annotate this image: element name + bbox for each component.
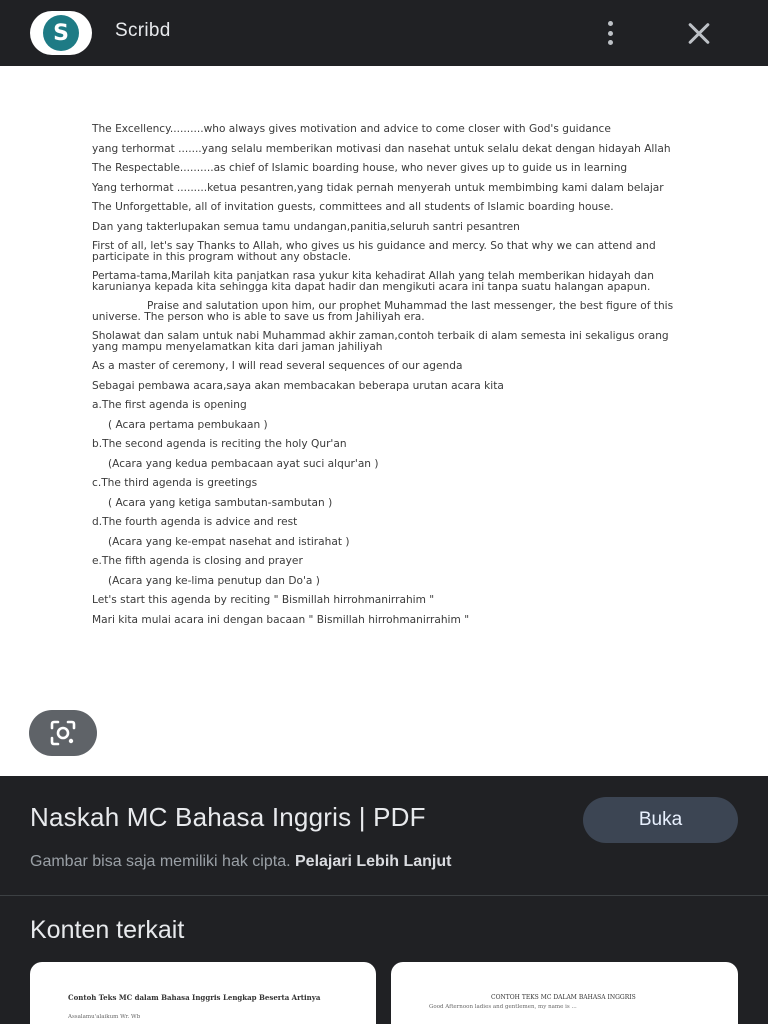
document-line: Mari kita mulai acara ini dengan bacaan " Bismillah hirrohmanirrahim ": [92, 613, 470, 626]
related-card-line: Assalamu'alaikum Wr. Wb: [68, 1014, 141, 1020]
related-card-1[interactable]: [30, 962, 376, 1024]
document-line: Pertama-tama,Marilah kita panjatkan rasa yukur kita kehadirat Allah yang telah memberikan hidayah dan karunianya kepada kita sehingga kita dapat hadir dan mengikuti acara ini tanpa suatu halangan apapun.: [92, 270, 654, 293]
related-card-title: CONTOH TEKS MC DALAM BAHASA INGGRIS: [491, 994, 636, 1001]
document-line: ( Acara pertama pembukaan ): [108, 418, 268, 431]
document-line: e.The fifth agenda is closing and prayer: [92, 555, 303, 567]
document-preview[interactable]: [0, 66, 768, 776]
document-line: First of all, let's say Thanks to Allah, who gives us his guidance and mercy. So that why we can attend and participate in this program without any obstacle.: [92, 240, 656, 263]
top-bar: [0, 0, 768, 66]
related-content-heading: Konten terkait: [30, 916, 185, 944]
related-card-line: Good Afternoon ladies and gentlemen, my name is ...: [429, 1004, 577, 1010]
document-line: The Excellency..........who always gives motivation and advice to come closer with God's guidance: [92, 123, 611, 135]
document-line: Let's start this agenda by reciting " Bismillah hirrohmanirrahim ": [92, 594, 435, 606]
scribd-logo[interactable]: [30, 11, 92, 55]
open-button[interactable]: Buka: [583, 797, 738, 843]
document-line: The Unforgettable, all of invitation guests, committees and all students of Islamic boarding house.: [92, 201, 614, 213]
more-vert-icon[interactable]: [596, 18, 624, 48]
document-line: (Acara yang ke-lima penutup dan Do'a ): [108, 574, 320, 587]
document-line: (Acara yang kedua pembacaan ayat suci alqur'an ): [108, 457, 379, 470]
related-card-title: Contoh Teks MC dalam Bahasa Inggris Lengkap Beserta Artinya: [68, 993, 321, 1002]
document-line: b.The second agenda is reciting the holy Qur'an: [92, 438, 347, 450]
learn-more-link[interactable]: Pelajari Lebih Lanjut: [295, 853, 452, 870]
document-line: (Acara yang ke-empat nasehat and istirahat ): [108, 535, 350, 548]
document-title: Naskah MC Bahasa Inggris | PDF: [30, 802, 426, 832]
divider: [0, 895, 768, 896]
close-icon[interactable]: [683, 18, 715, 50]
document-line: The Respectable..........as chief of Islamic boarding house, who never gives up to guide us in learning: [92, 162, 628, 174]
app-title: Scribd: [115, 20, 171, 41]
related-card-2[interactable]: [391, 962, 738, 1024]
document-line: Sebagai pembawa acara,saya akan membacakan beberapa urutan acara kita: [92, 379, 504, 392]
document-line: Dan yang takterlupakan semua tamu undangan,panitia,seluruh santri pesantren: [92, 220, 520, 233]
document-line: yang terhormat .......yang selalu memberikan motivasi dan nasehat untuk selalu dekat dengan hidayah Allah: [92, 142, 671, 155]
copyright-text: Gambar bisa saja memiliki hak cipta.: [30, 853, 291, 870]
document-line: Yang terhormat .........ketua pesantren,yang tidak pernah menyerah untuk membimbing kami dalam belajar: [92, 181, 664, 194]
document-line: d.The fourth agenda is advice and rest: [92, 516, 298, 528]
document-line: Sholawat dan salam untuk nabi Muhammad akhir zaman,contoh terbaik di alam semesta ini sekaligus orang yang mampu menyelamatkan kita dari jaman jahiliyah: [92, 330, 669, 353]
document-line: As a master of ceremony, I will read several sequences of our agenda: [92, 360, 463, 372]
document-line: a.The first agenda is opening: [92, 399, 247, 411]
google-lens-icon: [48, 718, 78, 748]
document-line: ( Acara yang ketiga sambutan-sambutan ): [108, 496, 333, 509]
document-line: c.The third agenda is greetings: [92, 477, 258, 489]
google-lens-button[interactable]: [29, 710, 97, 756]
scribd-logo-icon: S: [43, 15, 79, 51]
copyright-notice: [30, 853, 451, 871]
document-text: [92, 124, 682, 634]
document-line: Praise and salutation upon him, our prophet Muhammad the last messenger, the best figure of this universe. The person who is able to save us from Jahiliyah era.: [92, 300, 674, 323]
